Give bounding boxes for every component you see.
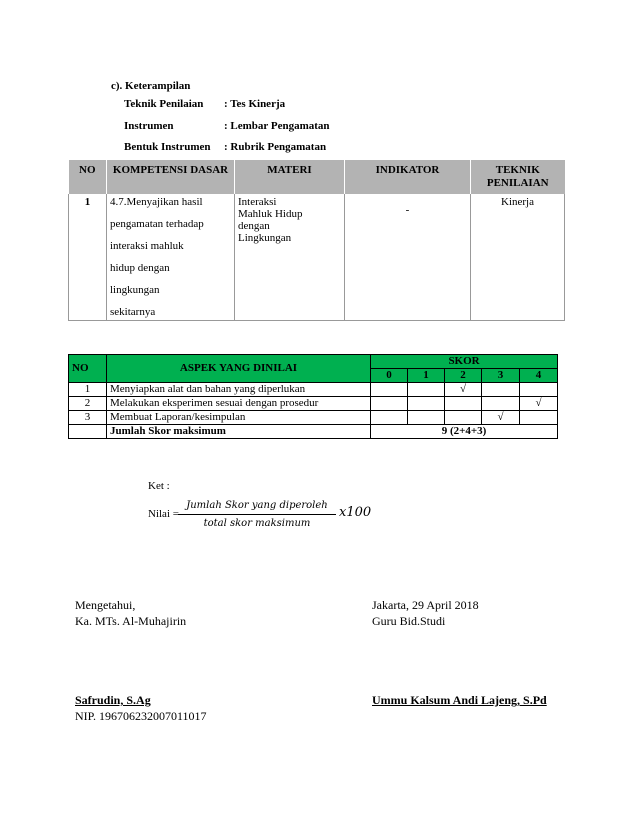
score-mark xyxy=(408,397,445,411)
competency-table xyxy=(68,160,565,321)
kompetensi-line: 4.7.Menyajikan hasil xyxy=(110,196,203,208)
total-label: Jumlah Skor maksimum xyxy=(107,425,371,439)
header-kompetensi: KOMPETENSI DASAR xyxy=(107,160,235,194)
score-row-no: 3 xyxy=(69,411,107,425)
score-mark xyxy=(371,397,408,411)
score-row-no: 1 xyxy=(69,383,107,397)
header-materi: MATERI xyxy=(235,160,345,194)
materi-line: Mahluk Hidup xyxy=(238,208,303,220)
left-signer-nip: NIP. 196706232007011017 xyxy=(75,709,207,723)
total-row xyxy=(69,425,558,439)
kompetensi-line: sekitarnya xyxy=(110,306,156,318)
score-table xyxy=(68,354,558,439)
score-header-4: 4 xyxy=(520,369,558,383)
score-mark xyxy=(408,383,445,397)
score-mark xyxy=(408,411,445,425)
teknik-value: : Tes Kinerja xyxy=(224,98,286,110)
score-mark xyxy=(371,411,408,425)
score-header-aspek: ASPEK YANG DINILAI xyxy=(107,355,371,383)
instrumen-value: : Lembar Pengamatan xyxy=(224,120,330,132)
score-header-no: NO xyxy=(69,355,107,383)
header-teknik: TEKNIK PENILAIAN xyxy=(471,160,565,194)
row-indikator: - xyxy=(345,194,471,321)
score-mark xyxy=(445,411,482,425)
score-row-no: 2 xyxy=(69,397,107,411)
bentuk-value: : Rubrik Pengamatan xyxy=(224,141,327,153)
row-teknik: Kinerja xyxy=(501,196,534,208)
right-line1: Jakarta, 29 April 2018 xyxy=(372,598,479,612)
score-header-3: 3 xyxy=(482,369,520,383)
header-indikator: INDIKATOR xyxy=(345,160,471,194)
score-mark xyxy=(520,411,558,425)
score-mark: √ xyxy=(482,411,520,425)
teknik-label: Teknik Penilaian xyxy=(124,98,204,110)
formula-numerator: Jumlah Skor yang diperoleh xyxy=(178,500,336,515)
score-mark: √ xyxy=(520,397,558,411)
bentuk-label: Bentuk Instrumen xyxy=(124,141,211,153)
table-row xyxy=(69,411,558,425)
left-line1: Mengetahui, xyxy=(75,598,136,612)
score-row-aspek: Melakukan eksperimen sesuai dengan prosedur xyxy=(107,397,371,411)
score-row-aspek: Membuat Laporan/kesimpulan xyxy=(107,411,371,425)
total-blank xyxy=(69,425,107,439)
table-row xyxy=(69,194,565,321)
formula-denominator: total skor maksimum xyxy=(203,518,311,529)
row-materi xyxy=(235,194,345,321)
formula-fraction xyxy=(178,500,336,529)
total-value: 9 (2+4+3) xyxy=(371,425,558,439)
score-header-2: 2 xyxy=(445,369,482,383)
materi-line: dengan xyxy=(238,220,270,232)
instrumen-label: Instrumen xyxy=(124,120,174,132)
score-mark xyxy=(371,383,408,397)
score-mark xyxy=(482,397,520,411)
formula-multiplier: x100 xyxy=(339,505,372,520)
score-header-0: 0 xyxy=(371,369,408,383)
table-row xyxy=(69,397,558,411)
score-header-skor: SKOR xyxy=(371,355,558,369)
materi-line: Lingkungan xyxy=(238,232,292,244)
table-row xyxy=(69,383,558,397)
row-kompetensi xyxy=(107,194,235,321)
left-signer-name: Safrudin, S.Ag xyxy=(75,693,151,707)
ket-label: Ket : xyxy=(148,480,170,492)
materi-line: Interaksi xyxy=(238,196,277,208)
kompetensi-line: lingkungan xyxy=(110,284,160,296)
kompetensi-line: interaksi mahluk xyxy=(110,240,184,252)
section-title: c). Keterampilan xyxy=(111,80,191,92)
score-mark xyxy=(520,383,558,397)
score-header-1: 1 xyxy=(408,369,445,383)
right-signer-name: Ummu Kalsum Andi Lajeng, S.Pd xyxy=(372,693,547,707)
kompetensi-line: pengamatan terhadap xyxy=(110,218,204,230)
row-no: 1 xyxy=(69,194,107,321)
kompetensi-line: hidup dengan xyxy=(110,262,170,274)
score-row-aspek: Menyiapkan alat dan bahan yang diperlukan xyxy=(107,383,371,397)
score-mark: √ xyxy=(445,383,482,397)
score-mark xyxy=(445,397,482,411)
left-line2: Ka. MTs. Al-Muhajirin xyxy=(75,614,187,628)
competency-header-row xyxy=(69,160,565,194)
nilai-label: Nilai = xyxy=(148,508,179,520)
score-mark xyxy=(482,383,520,397)
header-no: NO xyxy=(69,160,107,194)
right-line2: Guru Bid.Studi xyxy=(372,614,446,628)
